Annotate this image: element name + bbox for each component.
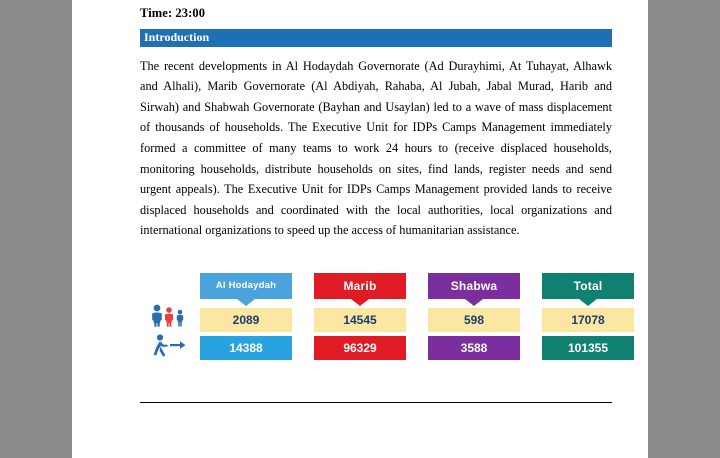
displacement-infographic (140, 273, 612, 373)
infographic-column-marib (314, 273, 406, 360)
page-content (140, 0, 612, 373)
header-notch-icon (465, 299, 483, 306)
time-line: Time: 23:00 (140, 6, 206, 20)
individuals-value-marib: 96329 (314, 336, 406, 360)
family-households-icon (148, 303, 192, 332)
individuals-value-total: 101355 (542, 336, 634, 360)
infographic-column-shabwa (428, 273, 520, 360)
infographic-column-al-hodaydah (200, 273, 292, 360)
households-icon-row (146, 305, 194, 331)
footer-divider (140, 402, 612, 403)
infographic-columns (200, 273, 634, 360)
column-header-total: Total (542, 273, 634, 299)
households-value-marib: 14545 (314, 308, 406, 332)
section-heading-introduction: Introduction (140, 29, 612, 47)
individuals-value-shabwa: 3588 (428, 336, 520, 360)
header-notch-icon (351, 299, 369, 306)
households-value-shabwa: 598 (428, 308, 520, 332)
infographic-column-total (542, 273, 634, 360)
introduction-paragraph: The recent developments in Al Hodaydah Governorate (Ad Durayhimi, At Tuhayat, Alhawk and Alhali), Marib Governorate (Al Abdiyah, Rahaba, Al Jubah, Jabal Murad, Harib and Sirwah) and Shabwah Governorate (Bayhan and Usaylan) led to a wave of mass displacement of thousands of households. The Executive Unit for IDPs Camps Management immediately formed a committee of many teams to work 24 hours to (receive displaced households, monitoring households, distribute households on sites, find lands, register needs and send urgent appeals). The Executive Unit for IDPs Camps Management provided lands to receive displaced households and coordinated with the local authorities, local organizations and international organizations to speed up the access of humanitarian assistance. (140, 58, 612, 238)
column-header-marib: Marib (314, 273, 406, 299)
infographic-icon-column (146, 305, 194, 361)
individuals-value-al-hodaydah: 14388 (200, 336, 292, 360)
column-header-al-hodaydah: Al Hodaydah (200, 273, 292, 299)
header-notch-icon (579, 299, 597, 306)
document-page (72, 0, 648, 458)
person-displacement-icon (148, 333, 192, 362)
households-value-total: 17078 (542, 308, 634, 332)
individuals-icon-row (146, 335, 194, 361)
header-notch-icon (237, 299, 255, 306)
households-value-al-hodaydah: 2089 (200, 308, 292, 332)
column-header-shabwa: Shabwa (428, 273, 520, 299)
